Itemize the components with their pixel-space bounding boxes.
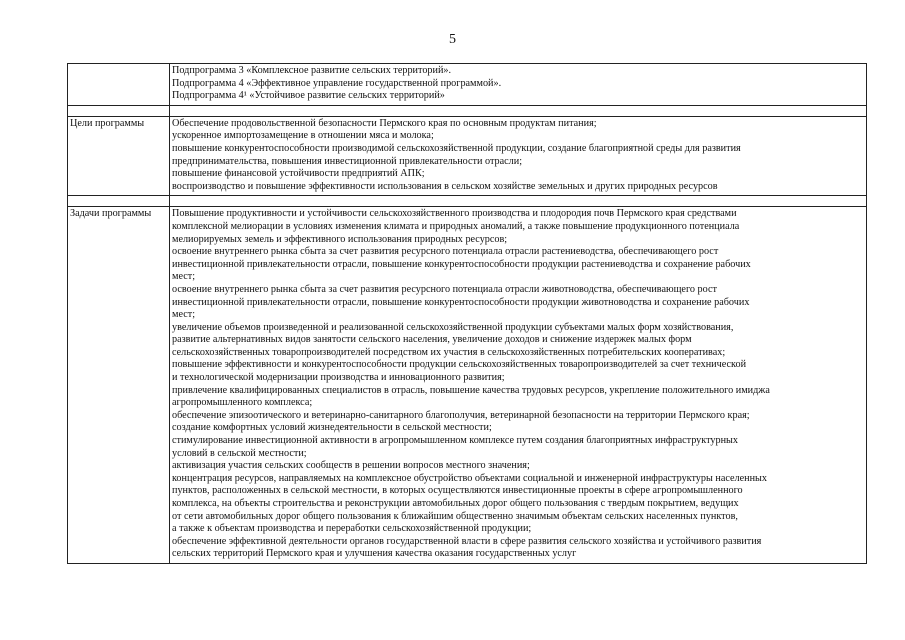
text-line: комплекса, на объекты строительства и реконструкции автомобильных дорог общего пользования с твердым покрытием, ведущих <box>172 498 739 509</box>
text-line: Подпрограмма 4¹ «Устойчивое развитие сельских территорий» <box>172 90 445 102</box>
text-line: а также к объектам производства и переработки сельскохозяйственной продукции; <box>172 523 532 535</box>
spacer-row <box>68 105 867 116</box>
text-line: увеличение объемов произведенной и реализованной сельскохозяйственной продукции субъектами малых форм хозяйствования, <box>172 321 734 333</box>
text-line: предпринимательства, повышения инвестиционной привлекательности отрасли; <box>172 155 523 167</box>
spacer-cell <box>170 105 867 116</box>
spacer-cell <box>68 196 170 207</box>
table-row <box>68 64 867 106</box>
text-line: освоение внутреннего рынка сбыта за счет развития ресурсного потенциала отрасли животноводства, обеспечивающего рост <box>172 283 717 295</box>
row-label: Задачи программы <box>68 207 170 564</box>
text-line: стимулирование инвестиционной активности в агропромышленном комплексе путем создания благоприятных инфраструктурных <box>172 435 738 447</box>
row-label <box>68 64 170 106</box>
text-line: привлечение квалифицированных специалистов в отрасль, повышение качества трудовых ресурсов, укрепление положительного имиджа <box>172 384 770 396</box>
text-line: комплексной мелиорации в условиях изменения климата и природных аномалий, а также повышение продукционного потенциала <box>172 220 740 232</box>
table-row <box>68 116 867 196</box>
spacer-cell <box>170 196 867 207</box>
program-passport-table <box>67 63 867 564</box>
text-line: условий в сельской местности; <box>172 447 307 459</box>
row-content <box>170 64 867 106</box>
text-line: ускоренное импортозамещение в отношении мяса и молока; <box>172 130 434 142</box>
text-line: освоение внутреннего рынка сбыта за счет развития ресурсного потенциала отрасли растениеводства, обеспечивающего рост <box>172 246 719 258</box>
text-line: инвестиционной привлекательности отрасли, повышение конкурентоспособности продукции растениеводства и сохранение рабочих <box>172 258 751 270</box>
row-content <box>170 207 867 564</box>
text-line: сельскохозяйственных товаропроизводителей посредством их участия в сельскохозяйственных потребительских кооперативах; <box>172 346 726 358</box>
text-line: обеспечение эпизоотического и ветеринарно-санитарного благополучия, ветеринарной безопасности на территории Пермского края; <box>172 409 750 421</box>
text-line: инвестиционной привлекательности отрасли, повышение конкурентоспособности продукции животноводства и сохранение рабочих <box>172 296 750 308</box>
text-line: пунктов, расположенных в сельской местности, в которых осуществляются инвестиционные проекты в сфере агропромышленного <box>172 485 743 497</box>
text-line: от сети автомобильных дорог общего пользования к ближайшим общественно значимым объектам сельских населенных пунктов, <box>172 510 738 522</box>
page-number: 5 <box>449 32 456 47</box>
table-body <box>68 64 867 564</box>
text-line: обеспечение эффективной деятельности органов государственной власти в сфере развития сельского хозяйства и устойчивого развития <box>172 535 762 547</box>
text-line: повышение эффективности и конкурентоспособности продукции сельскохозяйственных товаропроизводителей за счет технической <box>172 359 747 371</box>
text-line: сельских территорий Пермского края и улучшения качества оказания государственных услуг <box>172 548 577 560</box>
text-line: мест; <box>172 309 196 321</box>
row-content <box>170 116 867 196</box>
text-line: Обеспечение продовольственной безопасности Пермского края по основным продуктам питания; <box>172 117 597 129</box>
table-row <box>68 207 867 564</box>
text-line: мест; <box>172 271 196 283</box>
text-line: Повышение продуктивности и устойчивости сельскохозяйственного производства и плодородия почв Пермского края средствами <box>172 208 737 220</box>
text-line: развитие альтернативных видов занятости сельского населения, увеличение доходов и снижение издержек малых форм <box>172 334 692 346</box>
text-line: активизация участия сельских сообществ в решении вопросов местного значения; <box>172 460 530 472</box>
text-line: концентрация ресурсов, направляемых на комплексное обустройство объектами социальной и инженерной инфраструктуры населенных <box>172 472 767 484</box>
spacer-cell <box>68 105 170 116</box>
text-line: повышение финансовой устойчивости предприятий АПК; <box>172 168 425 180</box>
text-line: агропромышленного комплекса; <box>172 397 313 409</box>
text-line: Подпрограмма 4 «Эффективное управление государственной программой». <box>172 77 502 89</box>
text-line: мелиорируемых земель и эффективного использования природных ресурсов; <box>172 233 508 245</box>
spacer-row <box>68 196 867 207</box>
text-line: создание комфортных условий жизнедеятельности в сельской местности; <box>172 422 492 434</box>
text-line: и технологической модернизации производства и инновационного развития; <box>172 372 505 384</box>
row-label: Цели программы <box>68 116 170 196</box>
text-line: воспроизводство и повышение эффективности использования в сельском хозяйстве земельных и других природных ресурсов <box>172 180 718 192</box>
text-line: повышение конкурентоспособности производимой сельскохозяйственной продукции, создание благоприятной среды для развития <box>172 142 741 154</box>
text-line: Подпрограмма 3 «Комплексное развитие сельских территорий». <box>172 65 452 76</box>
